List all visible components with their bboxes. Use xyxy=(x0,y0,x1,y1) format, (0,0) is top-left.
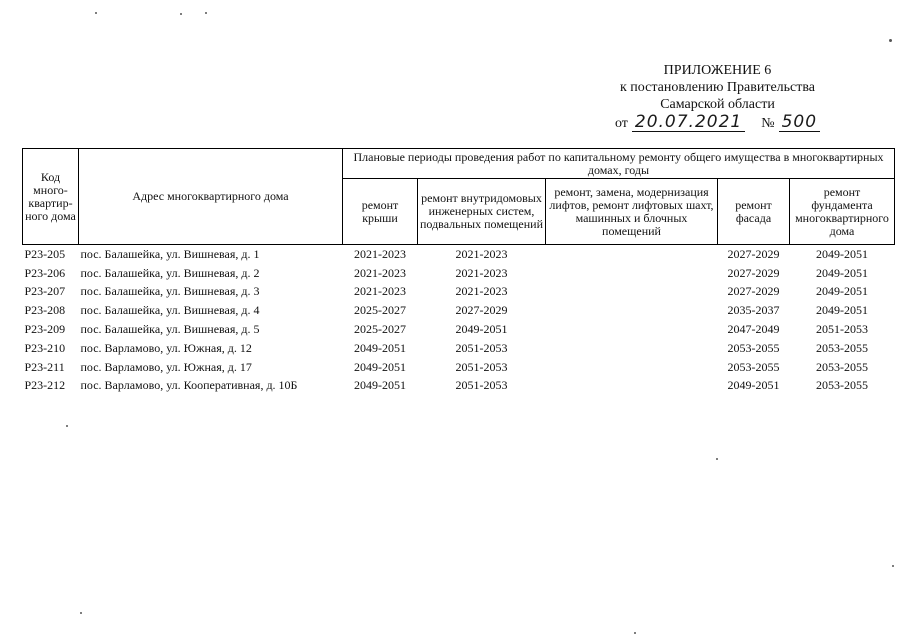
cell-code: Р23-208 xyxy=(24,303,66,318)
header-roof: ремонт крыши xyxy=(343,179,418,245)
cell-engineering: 2051-2053 xyxy=(455,340,508,355)
cell-roof: 2021-2023 xyxy=(354,246,406,261)
table-row xyxy=(23,264,895,283)
date-prefix: от xyxy=(614,116,628,131)
appendix-subtitle-1: к постановлению Правительства xyxy=(619,80,816,95)
cell-address: пос. Балашейка, ул. Вишневая, д. 3 xyxy=(80,284,260,299)
cell-foundation: 2051-2053 xyxy=(816,322,868,337)
cell-foundation: 2053-2055 xyxy=(816,378,868,393)
cell-lifts xyxy=(546,358,718,377)
cell-facade: 2047-2049 xyxy=(727,322,780,337)
header-facade: ремонт фасада xyxy=(718,179,790,245)
table-row xyxy=(23,301,895,320)
table-row xyxy=(23,283,895,302)
cell-lifts xyxy=(546,283,718,302)
cell-foundation: 2049-2051 xyxy=(816,265,868,280)
handwritten-number: 500 xyxy=(779,114,820,132)
cell-address: пос. Балашейка, ул. Вишневая, д. 4 xyxy=(80,303,260,318)
cell-address: пос. Варламово, ул. Кооперативная, д. 10Б xyxy=(80,378,298,393)
cell-roof: 2021-2023 xyxy=(354,284,406,299)
cell-facade: 2027-2029 xyxy=(727,246,780,261)
header-foundation: ремонт фундамента многоквартирного дома xyxy=(790,179,895,245)
cell-engineering: 2027-2029 xyxy=(455,303,508,318)
header-periods-group: Плановые периоды проведения работ по капитальному ремонту общего имущества в многоквартирных домах, годы xyxy=(343,149,895,179)
table-body xyxy=(23,245,895,396)
appendix-title: ПРИЛОЖЕНИЕ 6 xyxy=(663,63,772,78)
cell-roof: 2025-2027 xyxy=(354,303,406,318)
cell-foundation: 2053-2055 xyxy=(816,359,868,374)
scan-speckle xyxy=(80,612,82,614)
handwritten-date: 20.07.2021 xyxy=(632,114,745,132)
table-row xyxy=(23,377,895,396)
cell-address: пос. Балашейка, ул. Вишневая, д. 5 xyxy=(80,322,260,337)
cell-code: Р23-212 xyxy=(24,378,66,393)
cell-facade: 2027-2029 xyxy=(727,265,780,280)
cell-roof: 2049-2051 xyxy=(354,378,406,393)
cell-address: пос. Варламово, ул. Южная, д. 12 xyxy=(80,340,252,355)
scan-speckle xyxy=(95,12,97,14)
cell-code: Р23-205 xyxy=(24,246,66,261)
scan-speckle xyxy=(66,425,68,427)
cell-code: Р23-209 xyxy=(24,322,66,337)
appendix-subtitle-2: Самарской области xyxy=(660,97,775,112)
cell-foundation: 2049-2051 xyxy=(816,246,868,261)
cell-roof: 2021-2023 xyxy=(354,265,406,280)
cell-lifts xyxy=(546,377,718,396)
table-row xyxy=(23,358,895,377)
cell-lifts xyxy=(546,301,718,320)
cell-foundation: 2053-2055 xyxy=(816,340,868,355)
cell-roof: 2049-2051 xyxy=(354,340,406,355)
cell-facade: 2053-2055 xyxy=(727,359,780,374)
cell-engineering: 2049-2051 xyxy=(455,322,508,337)
cell-lifts xyxy=(546,264,718,283)
cell-engineering: 2051-2053 xyxy=(455,378,508,393)
scan-speckle xyxy=(634,632,636,634)
cell-engineering: 2021-2023 xyxy=(455,265,508,280)
table-row xyxy=(23,245,895,264)
cell-facade: 2035-2037 xyxy=(727,303,780,318)
cell-engineering: 2051-2053 xyxy=(455,359,508,374)
number-prefix: № xyxy=(761,116,775,131)
cell-address: пос. Варламово, ул. Южная, д. 17 xyxy=(80,359,252,374)
scan-speckle xyxy=(716,458,718,460)
cell-roof: 2025-2027 xyxy=(354,322,406,337)
cell-code: Р23-206 xyxy=(24,265,66,280)
cell-roof: 2049-2051 xyxy=(354,359,406,374)
resolution-date-line xyxy=(600,114,835,132)
scan-speckle xyxy=(180,13,182,15)
repair-schedule-table xyxy=(22,148,895,395)
cell-foundation: 2049-2051 xyxy=(816,284,868,299)
scan-speckle xyxy=(205,12,207,14)
header-address: Адрес многоквартирного дома xyxy=(79,149,343,245)
header-lifts: ремонт, замена, модернизация лифтов, ремонт лифтовых шахт, машинных и блочных помещений xyxy=(546,179,718,245)
cell-address: пос. Балашейка, ул. Вишневая, д. 1 xyxy=(80,246,260,261)
cell-foundation: 2049-2051 xyxy=(816,303,868,318)
table-row xyxy=(23,339,895,358)
cell-address: пос. Балашейка, ул. Вишневая, д. 2 xyxy=(80,265,260,280)
header-code: Код много-квартир-ного дома xyxy=(23,149,79,245)
cell-code: Р23-210 xyxy=(24,340,66,355)
cell-lifts xyxy=(546,320,718,339)
header-engineering: ремонт внутридомовых инженерных систем, подвальных помещений xyxy=(418,179,546,245)
appendix-header xyxy=(600,62,835,132)
cell-code: Р23-211 xyxy=(24,359,65,374)
cell-lifts xyxy=(546,245,718,264)
cell-lifts xyxy=(546,339,718,358)
scan-speckle xyxy=(892,565,894,567)
scan-speckle xyxy=(889,39,892,42)
cell-engineering: 2021-2023 xyxy=(455,246,508,261)
cell-code: Р23-207 xyxy=(24,284,66,299)
cell-facade: 2053-2055 xyxy=(727,340,780,355)
table-row xyxy=(23,320,895,339)
cell-engineering: 2021-2023 xyxy=(455,284,508,299)
cell-facade: 2049-2051 xyxy=(727,378,780,393)
cell-facade: 2027-2029 xyxy=(727,284,780,299)
